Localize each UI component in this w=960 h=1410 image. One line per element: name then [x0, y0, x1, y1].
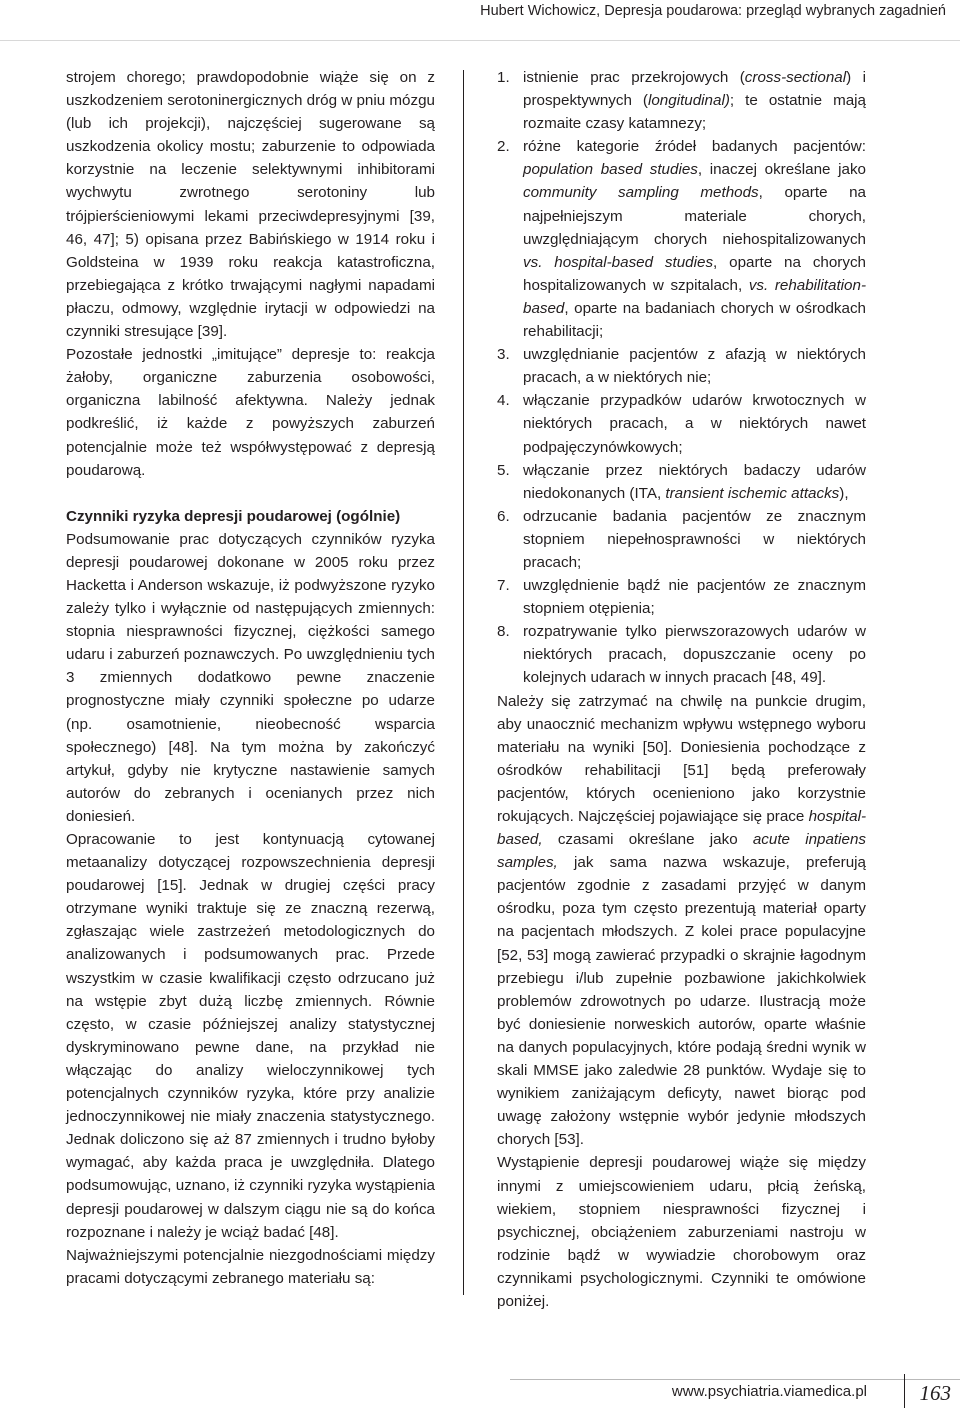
text-run: różne kategorie źródeł badanych pacjentów: [523, 138, 866, 156]
right-column [497, 66, 866, 1313]
text-run: , oparte na badaniach chorych w ośrodkach rehabilitacji; [523, 299, 866, 341]
footer-rule [510, 1379, 960, 1380]
paragraph: Podsumowanie prac dotyczących czynników ryzyka depresji poudarowej dokonane w 2005 roku przez Hacketta i Anderson wskazuje, iż podwyższone ryzyko zależy tylko i wyłącznie od następujących zmiennych: stopnia niesprawności fizycznej, ciężkości samego udaru i zaburzeń poznawczych. Po uwzględnieniu tych 3 zmiennych dodatkowo pewne znaczenie prognostyczne miały czynniki społeczne po udarze (np. osamotnienie, nieobecność wsparcia społecznego) [48]. Na tym można by zakończyć artykuł, gdyby nie krytyczne nastawienie samych autorów do zebranych i ocenianych przez nich doniesień. [66, 530, 435, 825]
list-number: 8. [497, 623, 510, 641]
text-run: ) i prospektywnych ( [523, 69, 866, 110]
running-head: Hubert Wichowicz, Depresja poudarowa: przegląd wybranych zagadnień [480, 3, 946, 19]
page-number: 163 [919, 1381, 951, 1405]
italic-text: hospital-based, [497, 808, 866, 849]
header-bar [0, 0, 960, 41]
left-column [66, 66, 435, 1290]
numbered-list [497, 66, 866, 690]
list-item [497, 574, 866, 620]
list-item [497, 135, 866, 343]
paragraph [497, 690, 866, 1152]
italic-text: acute inpatiens samples, [497, 831, 866, 872]
text-run: czasami określane jako [542, 831, 753, 849]
text-run: odrzucanie badania pacjentów ze znacznym stopniem niepełnosprawności w niektórych pracach; [523, 507, 866, 571]
list-number: 4. [497, 392, 510, 410]
italic-text: vs. rehabilitation-based [523, 276, 867, 317]
text-run: jak sama nazwa wskazuje, preferują pacjentów zgodnie z zasadami przyjęć w danym ośrodku, poza tym często prezentują materiał oparty na pacjentach młodszych. Z kolei prace populacyjne [52, 53] mogą zawierać przypadki o skrajnie łagodnym przebiegu i/lub zupełnie pozbawione jakichkolwiek problemów zdrowotnych po udarze. Ilustracją może być doniesienie norweskich autorów, oparte właśnie na danych populacyjnych, które podają średni wynik w skali MMSE jako zaledwie 28 punktów. Wydaje się to wynikiem zaniżającym deficyty, nawet biorąc pod uwagę założony wstępnie wybór jedynie młodszych chorych [53]. [497, 854, 866, 1149]
section-heading: Czynniki ryzyka depresji poudarowej (ogólnie) [66, 507, 401, 525]
text-run: istnienie prac przekrojowych ( [523, 69, 745, 86]
list-item [497, 459, 866, 505]
list-item [497, 620, 866, 689]
list-item [497, 343, 866, 389]
text-run: Należy się zatrzymać na chwilę na punkcie drugim, aby unaocznić mechanizm wpływu wstępnego wyboru materiału na wyniki [50]. Doniesienia pochodzące z ośrodków rehabilitacji [51] będą preferowały pacjentów, których ocenieniono jako korzystnie rokujących. Najczęściej pojawiające się prace [497, 692, 866, 825]
paragraph: strojem chorego; prawdopodobnie wiąże się on z uszkodzeniem serotoninergicznych dróg w pniu mózgu (lub ich projekcji), najczęściej sugerowane są uszkodzenia okolicy mostu; zaburzenie to odpowiada korzystnie na leczenie selektywnymi inhibitorami wychwytu zwrotnego serotoniny lub trójpierścieniowymi lekami przeciwdepresyjnymi [39, 46, 47]; 5) opisana przez Babińskiego w 1914 roku i Goldsteina w 1939 roku reakcja katastroficzna, przebiegająca z krótko trwającymi nagłymi napadami płaczu, odmowy, względnie irytacji w odpowiedzi na czynniki stresujące [39]. [66, 69, 435, 341]
italic-text: longitudinal) [647, 92, 730, 110]
text-run: , oparte na chorych hospitalizowanych w szpitalach, [523, 253, 866, 294]
italic-text: population based studies [523, 161, 698, 179]
italic-text: community sampling methods [523, 184, 759, 202]
journal-url: www.psychiatria.viamedica.pl [671, 1383, 867, 1400]
list-number: 6. [497, 507, 510, 525]
list-item [497, 66, 866, 135]
spacer [66, 482, 435, 505]
text-run: ; te ostatnie mają rozmaite czasy katamnezy; [523, 92, 866, 133]
text-run: włączanie przez niektórych badaczy udarów niedokonanych (ITA, [523, 461, 866, 502]
text-run: rozpatrywanie tylko pierwszorazowych udarów w niektórych pracach, dopuszczanie oceny po kolejnych udarach w innych pracach [48, 49]. [523, 623, 866, 687]
italic-text: transient ischemic attacks [665, 484, 840, 502]
footer [0, 1368, 960, 1410]
text-run: , inaczej określane jako [697, 161, 866, 179]
paragraph: Pozostałe jednostki „imitujące” depresje to: reakcja żałoby, organiczne zaburzenia osobowości, organiczna labilność afektywna. Należy jednak podkreślić, iż każde z powyższych zaburzeń potencjalnie może też współwystępować z depresją poudarową. [66, 346, 435, 479]
text-run: ), [839, 484, 849, 502]
page-number-rule [904, 1374, 905, 1408]
paragraph: Najważniejszymi potencjalnie niezgodnościami między pracami dotyczącymi zebranego materiału są: [66, 1246, 435, 1287]
text-run: , oparte na najpełniejszym materiale chorych, uwzględniającym chorych niehospitalizowanych [523, 184, 866, 248]
list-number: 5. [497, 461, 510, 479]
italic-text: vs. hospital-based studies [523, 253, 714, 271]
italic-text: cross-sectional [744, 69, 847, 86]
paragraph: Opracowanie to jest kontynuacją cytowanej metaanalizy dotyczącej rozpowszechnienia depresji poudarowej [15]. Jednak w drugiej części pracy otrzymane wyniki traktuje się ze znaczną rezerwą, zgłaszając wiele zastrzeżeń metodologicznych do analizowanych i podsumowanych prac. Przede wszystkim w czasie kwalifikacji często odrzucano już na wstępie zbyt dużą liczbę zmiennych. Równie często, w czasie późniejszej analizy statystycznej dyskryminowano pewne dane, na przykład nie włączając do analizy wieloczynnikowej tych potencjalnych czynników ryzyka, które przy analizie jednoczynnikowej nie miały znaczenia statystycznego. Jednak doliczono się aż 87 zmiennych i trudno byłoby wymagać, aby każda praca je uwzględniła. Dlatego podsumowując, uznano, iż czynniki ryzyka wystąpienia depresji poudarowej w dalszym ciągu nie są do końca rozpoznane i należy je wciąż badać [48]. [66, 831, 435, 1241]
text-run: uwzględnienie bądź nie pacjentów ze znacznym stopniem otępienia; [523, 577, 866, 618]
paragraph: Wystąpienie depresji poudarowej wiąże się między innymi z umiejscowieniem udaru, płcią żeńską, wiekiem, stopniem niesprawności fizycznej i psychicznej, obciążeniem zaburzeniami nastroju w rodzinie bądź w wywiadzie chorobowym oraz czynnikami psychologicznymi. Czynniki te omówione poniżej. [497, 1154, 866, 1310]
list-number: 7. [497, 577, 510, 595]
text-run: włączanie przypadków udarów krwotocznych w niektórych pracach, a w niektórych nawet podpajęczynówkowych; [523, 392, 866, 456]
list-item [497, 505, 866, 574]
list-number: 3. [497, 346, 510, 364]
list-number: 2. [497, 138, 510, 156]
list-item [497, 389, 866, 458]
column-divider [463, 70, 464, 1295]
text-run: uwzględnianie pacjentów z afazją w niektórych pracach, a w niektórych nie; [523, 346, 866, 387]
list-number: 1. [497, 69, 510, 86]
